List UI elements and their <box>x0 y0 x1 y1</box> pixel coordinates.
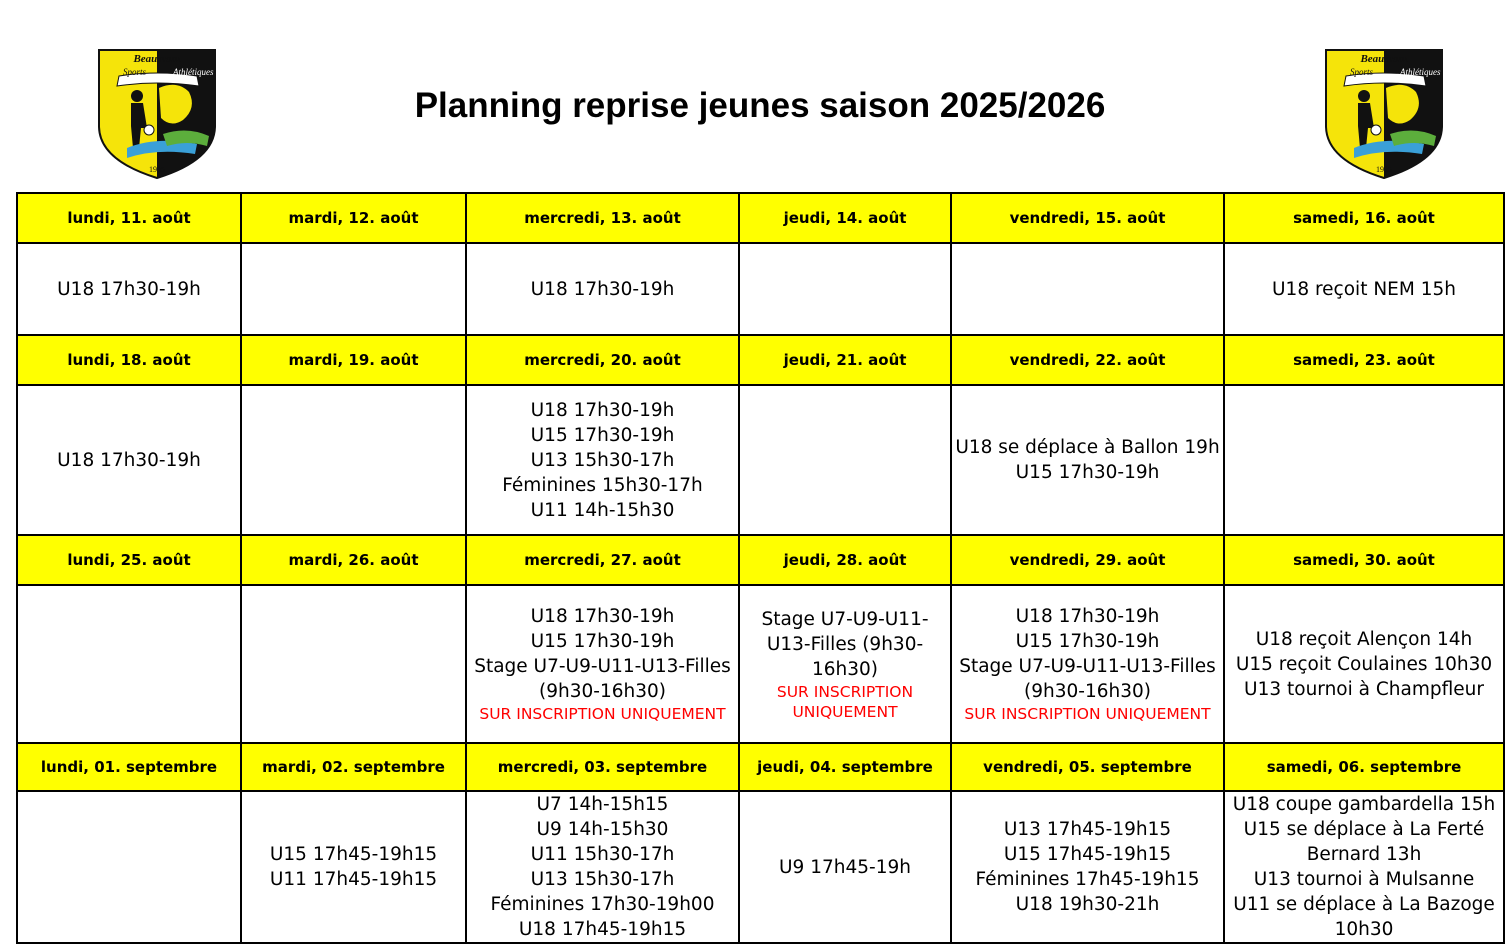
session-line: U18 17h30-19h <box>1015 606 1160 627</box>
schedule-cell <box>739 385 951 535</box>
schedule-cell <box>241 385 466 535</box>
schedule-cell <box>17 585 241 743</box>
schedule-cell <box>17 243 241 335</box>
svg-text:Sports: Sports <box>123 67 147 77</box>
svg-text:1935: 1935 <box>1376 165 1392 174</box>
day-header-cell: samedi, 23. août <box>1224 335 1504 385</box>
day-header-cell: jeudi, 21. août <box>739 335 951 385</box>
session-line: U13 17h45-19h15 <box>1003 819 1172 840</box>
schedule-row <box>17 243 1504 335</box>
svg-text:Beaumont: Beaumont <box>133 53 181 65</box>
schedule-cell <box>466 585 739 743</box>
schedule-cell <box>241 791 466 943</box>
session-line: Stage U7-U9-U11-U13-Filles (9h30-16h30) <box>761 608 929 680</box>
day-header-cell: mercredi, 03. septembre <box>466 743 739 791</box>
session-line: U18 17h30-19h <box>530 606 675 627</box>
schedule-cell <box>466 791 739 943</box>
day-header-cell: jeudi, 14. août <box>739 193 951 243</box>
svg-text:Athlétiques: Athlétiques <box>1400 67 1441 77</box>
page-title: Planning reprise jeunes saison 2025/2026 <box>414 86 1106 125</box>
registration-note: SUR INSCRIPTION UNIQUEMENT <box>964 705 1211 723</box>
day-header-cell: vendredi, 29. août <box>951 535 1224 585</box>
session-line: U18 coupe gambardella 15h <box>1232 794 1496 815</box>
schedule-cell <box>1224 385 1504 535</box>
schedule-cell <box>1224 585 1504 743</box>
day-header-cell: lundi, 11. août <box>17 193 241 243</box>
schedule-cell <box>739 243 951 335</box>
day-header-cell: lundi, 01. septembre <box>17 743 241 791</box>
session-line: U9 17h45-19h <box>779 856 911 878</box>
session-line: U13 15h30-17h <box>530 449 675 471</box>
schedule-cell <box>739 585 951 743</box>
session-line: U11 17h45-19h15 <box>269 869 438 890</box>
day-header-row <box>17 535 1504 585</box>
session-line: U18 17h30-19h <box>530 278 675 300</box>
session-line: Bernard 13h <box>1306 844 1422 865</box>
session-line: U15 reçoit Coulaines 10h30 <box>1235 653 1493 675</box>
schedule-cell <box>1224 791 1504 943</box>
schedule-cell <box>951 385 1224 535</box>
day-header-cell: samedi, 16. août <box>1224 193 1504 243</box>
schedule-cell <box>1224 243 1504 335</box>
svg-text:Beaumont: Beaumont <box>1360 53 1408 65</box>
session-line: U15 17h30-19h <box>1015 462 1160 483</box>
day-header-cell: mardi, 19. août <box>241 335 466 385</box>
session-line: U11 15h30-17h <box>530 844 675 865</box>
session-line: U15 17h30-19h <box>1015 631 1160 652</box>
day-header-cell: vendredi, 15. août <box>951 193 1224 243</box>
session-line: Stage U7-U9-U11-U13-Filles <box>959 656 1216 677</box>
session-line: U18 17h30-19h <box>57 449 201 471</box>
session-line: Féminines 15h30-17h <box>502 474 703 496</box>
session-line: U15 17h30-19h <box>530 424 675 446</box>
schedule-cell <box>951 791 1224 943</box>
session-line: Féminines 17h45-19h15 <box>975 869 1200 890</box>
day-header-cell: lundi, 25. août <box>17 535 241 585</box>
session-line: U18 17h30-19h <box>530 399 675 421</box>
day-header-cell: mercredi, 20. août <box>466 335 739 385</box>
day-header-cell: mardi, 12. août <box>241 193 466 243</box>
schedule-cell <box>17 385 241 535</box>
day-header-cell: vendredi, 05. septembre <box>951 743 1224 791</box>
day-header-cell: vendredi, 22. août <box>951 335 1224 385</box>
session-line: U11 14h-15h30 <box>530 499 675 521</box>
session-line: U18 se déplace à Ballon 19h <box>955 437 1220 458</box>
session-line: U15 se déplace à La Ferté <box>1243 819 1485 840</box>
svg-text:Sports: Sports <box>1350 67 1374 77</box>
schedule-cell <box>951 585 1224 743</box>
club-logo-right <box>1324 48 1444 180</box>
session-line: U7 14h-15h15 <box>536 794 669 815</box>
session-line: U18 17h45-19h15 <box>518 919 687 940</box>
schedule-row <box>17 385 1504 535</box>
session-line: U15 17h45-19h15 <box>1003 844 1172 865</box>
schedule-row <box>17 585 1504 743</box>
session-line: U9 14h-15h30 <box>536 819 669 840</box>
club-logo-left <box>97 48 217 180</box>
schedule-cell <box>466 243 739 335</box>
session-line: U18 reçoit Alençon 14h <box>1255 628 1473 650</box>
session-line: U18 17h30-19h <box>57 278 201 300</box>
day-header-cell: mardi, 26. août <box>241 535 466 585</box>
session-line: U13 tournoi à Mulsanne <box>1253 869 1475 890</box>
svg-text:1935: 1935 <box>149 165 165 174</box>
session-line: (9h30-16h30) <box>1024 681 1151 702</box>
registration-note: SUR INSCRIPTION UNIQUEMENT <box>479 705 726 723</box>
session-line: 10h30 <box>1334 919 1394 940</box>
schedule-cell <box>17 791 241 943</box>
day-header-row <box>17 335 1504 385</box>
day-header-cell: mercredi, 13. août <box>466 193 739 243</box>
schedule-table <box>16 192 1505 944</box>
schedule-cell <box>466 385 739 535</box>
session-line: Féminines 17h30-19h00 <box>490 894 715 915</box>
session-line: U11 se déplace à La Bazoge <box>1233 894 1495 915</box>
session-line: U15 17h30-19h <box>530 631 675 652</box>
schedule-cell <box>739 791 951 943</box>
session-line: U18 reçoit NEM 15h <box>1272 278 1456 300</box>
day-header-cell: samedi, 30. août <box>1224 535 1504 585</box>
session-line: U18 19h30-21h <box>1015 894 1160 915</box>
session-line: U15 17h45-19h15 <box>269 844 438 865</box>
schedule-row <box>17 791 1504 943</box>
day-header-cell: samedi, 06. septembre <box>1224 743 1504 791</box>
day-header-cell: jeudi, 28. août <box>739 535 951 585</box>
day-header-cell: mardi, 02. septembre <box>241 743 466 791</box>
svg-text:Athlétiques: Athlétiques <box>173 67 214 77</box>
session-line: Stage U7-U9-U11-U13-Filles <box>474 656 731 677</box>
session-line: U13 15h30-17h <box>530 869 675 890</box>
day-header-cell: lundi, 18. août <box>17 335 241 385</box>
registration-note: SUR INSCRIPTION UNIQUEMENT <box>776 682 914 721</box>
session-line: (9h30-16h30) <box>539 681 666 702</box>
day-header-row <box>17 193 1504 243</box>
day-header-row <box>17 743 1504 791</box>
schedule-cell <box>951 243 1224 335</box>
schedule-cell <box>241 585 466 743</box>
schedule-cell <box>241 243 466 335</box>
day-header-cell: jeudi, 04. septembre <box>739 743 951 791</box>
session-line: U13 tournoi à Champfleur <box>1244 678 1484 700</box>
day-header-cell: mercredi, 27. août <box>466 535 739 585</box>
